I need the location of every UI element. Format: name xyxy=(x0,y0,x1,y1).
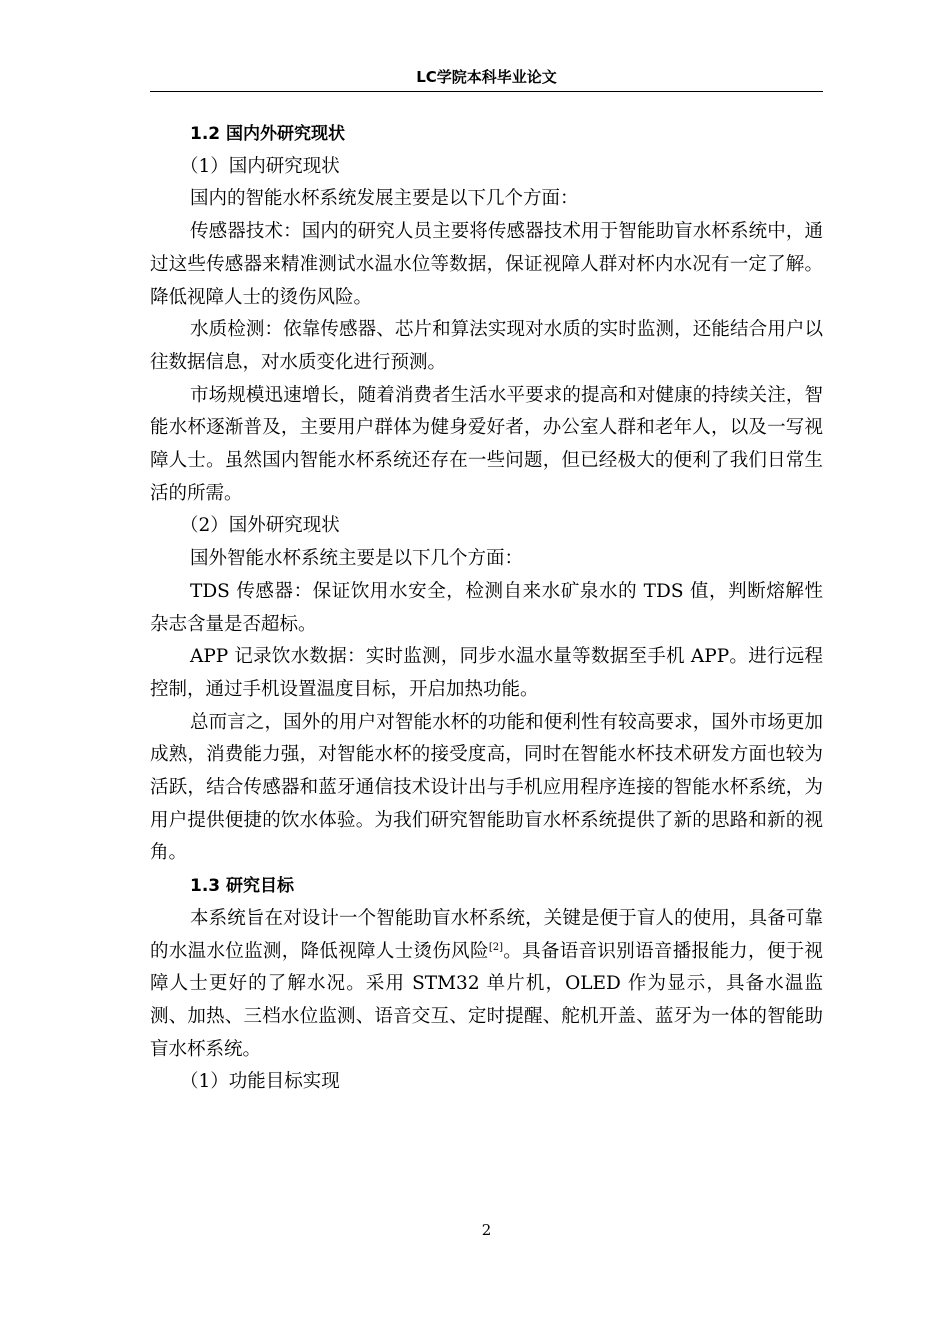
paragraph-foreign-intro: 国外智能水杯系统主要是以下几个方面： xyxy=(190,548,524,570)
paragraph-domestic-water: 水质检测：依靠传感器、芯片和算法实现对水质的实时监测，还能结合用户以往数据信息，对水质变化进行预测。 xyxy=(150,319,823,373)
header-rule xyxy=(150,91,823,92)
paragraph-foreign-app: APP 记录饮水数据：实时监测，同步水温水量等数据至手机 APP。进行远程控制，通过手机设置温度目标，开启加热功能。 xyxy=(150,646,823,700)
subheading-domestic: （1）国内研究现状 xyxy=(180,155,340,177)
running-header: LC学院本科毕业论文 xyxy=(416,68,557,86)
paragraph-domestic-sensor: 传感器技术：国内的研究人员主要将传感器技术用于智能助盲水杯系统中，通过这些传感器来精准测试水温水位等数据，保证视障人群对杯内水况有一定了解。降低视障人士的烫伤风险。 xyxy=(150,221,823,308)
section-heading-1-3: 1.3 研究目标 xyxy=(190,876,295,897)
page-number: 2 xyxy=(481,1221,492,1239)
paragraph-research-goal xyxy=(150,903,823,1067)
subheading-foreign: （2）国外研究现状 xyxy=(180,515,340,537)
paragraph-foreign-tds: TDS 传感器：保证饮用水安全，检测自来水矿泉水的 TDS 值，判断熔解性杂志含量是否超标。 xyxy=(150,580,823,635)
page-body xyxy=(150,118,823,1099)
citation-ref: [2] xyxy=(488,941,503,953)
paragraph-foreign-summary: 总而言之，国外的用户对智能水杯的功能和便利性有较高要求，国外市场更加成熟，消费能力强，对智能水杯的接受度高，同时在智能水杯技术研发方面也较为活跃，结合传感器和蓝牙通信技术设计出与手机应用程序连接的智能水杯系统，为用户提供便捷的饮水体验。为我们研究智能助盲水杯系统提供了新的思路和新的视角。 xyxy=(150,711,823,864)
subheading-function-goal: （1）功能目标实现 xyxy=(180,1071,340,1093)
goal-text-part1: 本系统旨在对设计一个智能助盲水杯系统，关键是便于盲人的使用，具备可靠的水温水位监测，降低视障人士烫伤风险 xyxy=(150,907,823,962)
section-heading-1-2: 1.2 国内外研究现状 xyxy=(190,124,346,144)
paragraph-domestic-intro: 国内的智能水杯系统发展主要是以下几个方面： xyxy=(190,188,579,210)
paragraph-domestic-market: 市场规模迅速增长，随着消费者生活水平要求的提高和对健康的持续关注，智能水杯逐渐普及，主要用户群体为健身爱好者，办公室人群和老年人，以及一写视障人士。虽然国内智能水杯系统还存在一些问题，但已经极大的便利了我们日常生活的所需。 xyxy=(150,384,823,504)
goal-text-part2: 。具备语音识别语音播报能力，便于视障人士更好的了解水况。采用 STM32 单片机，OLED 作为显示，具备水温监测、加热、三档水位监测、语音交互、定时提醒、舵机开盖、蓝牙为一体的智能助盲水杯系统。 xyxy=(150,940,823,1060)
